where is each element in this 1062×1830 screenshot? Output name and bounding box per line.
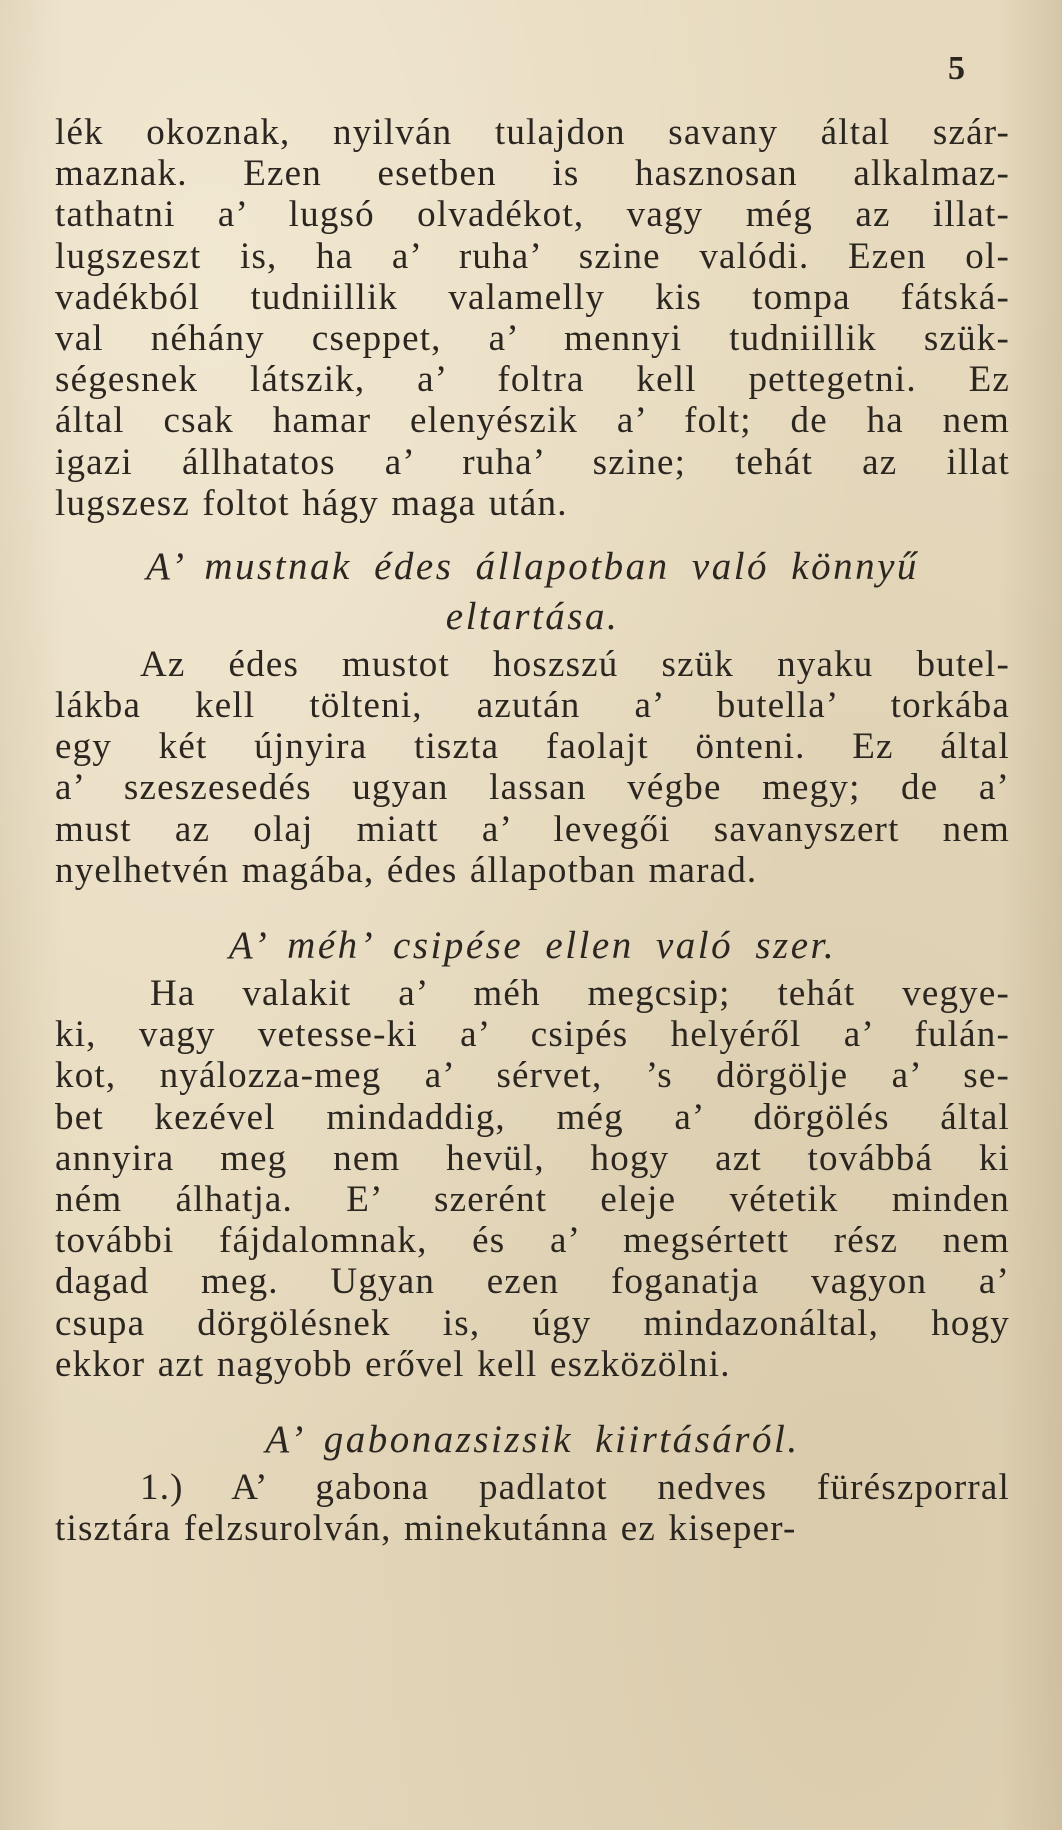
text-line: lugszeszt is, ha a’ ruha’ szine valódi. Ezen ol-	[55, 235, 1010, 277]
text-line: Ha valakit a’ méh megcsip; tehát vegye-	[150, 973, 1010, 1014]
paragraph-bee-sting-remedy	[55, 973, 1010, 1385]
text-line: igazi állhatatos a’ ruha’ szine; tehát az illat	[55, 441, 1010, 483]
text-line: vadékból tudniillik valamelly kis tompa fátská-	[55, 276, 1010, 318]
section-heading-bee-sting: A’ méh’ csipése ellen való szer.	[228, 924, 837, 967]
text-line: csupa dörgölésnek is, úgy mindazonáltal, hogy	[55, 1302, 1010, 1344]
section-heading-must: A’ mustnak édes állapotban való könnyű	[146, 544, 919, 588]
text-line: ekkor azt nagyobb erővel kell eszközölni.	[55, 1343, 731, 1385]
text-line: a’ szeszesedés ugyan lassan végbe megy; de a’	[55, 767, 1010, 809]
text-line: további fájdalomnak, és a’ megsértett rész nem	[55, 1220, 1010, 1262]
text-line: ném álhatja. E’ szerént eleje vétetik minden	[55, 1178, 1010, 1220]
text-line: egy két újnyira tiszta faolajt önteni. Ez által	[55, 726, 1010, 768]
text-line: 1.) A’ gabona padlatot nedves fürészporral	[140, 1466, 1010, 1508]
text-line: lugszesz foltot hágy maga után.	[55, 482, 568, 524]
text-line: ki, vagy vetesse-ki a’ csipés helyéről a’ fulán-	[55, 1014, 1010, 1056]
text-line: nyelhetvén magába, édes állapotban marad.	[55, 849, 758, 891]
section-heading-must-continued: eltartása.	[445, 594, 620, 638]
paragraph-weevil-removal	[55, 1467, 1010, 1549]
text-line: tathatni a’ lugsó olvadékot, vagy még az illat-	[55, 194, 1010, 236]
text-line: annyira meg nem hevül, hogy azt továbbá ki	[55, 1137, 1010, 1179]
text-line: ségesnek látszik, a’ foltra kell pettegetni. Ez	[55, 359, 1010, 401]
page-text	[55, 112, 1010, 1549]
section-heading-weevil: A’ gabonazsizsik kiirtásáról.	[265, 1417, 800, 1461]
text-line: maznak. Ezen esetben is hasznosan alkalmaz-	[55, 153, 1010, 195]
text-line: tisztára felzsurolván, minekutánna ez kiseper-	[55, 1508, 797, 1550]
paragraph-must-preservation	[55, 644, 1010, 891]
text-line: dagad meg. Ugyan ezen foganatja vagyon a’	[55, 1261, 1010, 1303]
text-line: bet kezével mindaddig, még a’ dörgölés által	[55, 1096, 1010, 1138]
text-line: lék okoznak, nyilván tulajdon savany által szár-	[55, 112, 1010, 153]
text-line: által csak hamar elenyészik a’ folt; de ha nem	[55, 400, 1010, 442]
text-line: Az édes mustot hoszszú szük nyaku butel-	[140, 643, 1010, 685]
text-line: must az olaj miatt a’ levegői savanyszert nem	[55, 808, 1010, 850]
text-line: val néhány cseppet, a’ mennyi tudniillik szük-	[55, 317, 1010, 359]
text-line: lákba kell tölteni, azután a’ butella’ torkába	[55, 685, 1010, 727]
page-number: 5	[948, 50, 965, 87]
text-line: kot, nyálozza-meg a’ sérvet, ’s dörgölje a’ se-	[55, 1055, 1010, 1097]
paragraph-stain-removal	[55, 112, 1010, 524]
